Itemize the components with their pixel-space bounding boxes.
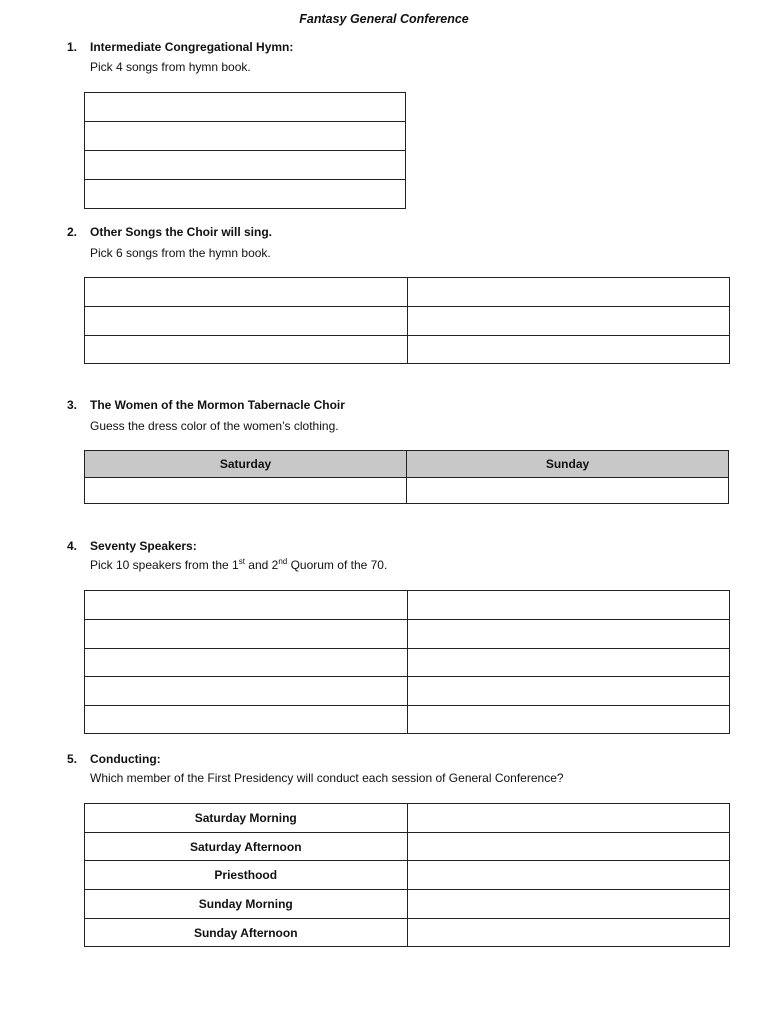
session-label: Saturday Afternoon [85, 833, 408, 861]
question-4-instruction: Pick 10 speakers from the 1st and 2nd Quorum of the 70. [90, 557, 388, 572]
answer-cell[interactable] [85, 180, 406, 209]
answer-cell[interactable] [407, 890, 730, 919]
answer-cell[interactable] [85, 151, 406, 180]
question-5-answer-table [84, 803, 730, 947]
answer-cell[interactable] [85, 620, 408, 649]
answer-cell[interactable] [85, 478, 407, 504]
session-label: Sunday Afternoon [85, 919, 408, 947]
answer-cell[interactable] [407, 649, 730, 677]
answer-cell[interactable] [407, 833, 730, 861]
question-4-number: 4. [67, 539, 78, 553]
question-3-answer-table [84, 450, 729, 504]
answer-cell[interactable] [407, 804, 730, 833]
question-1-instruction: Pick 4 songs from hymn book. [90, 60, 251, 74]
answer-cell[interactable] [85, 307, 408, 336]
answer-cell[interactable] [85, 93, 406, 122]
answer-cell[interactable] [407, 336, 730, 364]
answer-cell[interactable] [407, 861, 730, 890]
question-4-answer-table [84, 590, 730, 734]
document-title: Fantasy General Conference [299, 12, 469, 26]
question-1-number: 1. [67, 40, 78, 54]
question-3-number: 3. [67, 398, 78, 412]
column-header-saturday: Saturday [85, 451, 407, 478]
session-label: Sunday Morning [85, 890, 408, 919]
answer-cell[interactable] [85, 336, 408, 364]
answer-cell[interactable] [85, 706, 408, 734]
session-label: Saturday Morning [85, 804, 408, 833]
question-1-answer-table [84, 92, 406, 209]
answer-cell[interactable] [407, 706, 730, 734]
answer-cell[interactable] [407, 620, 730, 649]
session-label: Priesthood [85, 861, 408, 890]
question-2-answer-table [84, 277, 730, 364]
question-3-heading: The Women of the Mormon Tabernacle Choir [90, 398, 345, 412]
answer-cell[interactable] [85, 122, 406, 151]
column-header-sunday: Sunday [407, 451, 729, 478]
answer-cell[interactable] [407, 677, 730, 706]
question-5-instruction: Which member of the First Presidency will conduct each session of General Conference? [90, 771, 564, 785]
answer-cell[interactable] [407, 278, 730, 307]
question-2-number: 2. [67, 225, 78, 239]
question-4-heading: Seventy Speakers: [90, 539, 197, 553]
question-2-heading: Other Songs the Choir will sing. [90, 225, 273, 239]
question-5-heading: Conducting: [90, 752, 161, 766]
question-2-instruction: Pick 6 songs from the hymn book. [90, 246, 271, 260]
answer-cell[interactable] [407, 307, 730, 336]
answer-cell[interactable] [85, 591, 408, 620]
answer-cell[interactable] [407, 591, 730, 620]
answer-cell[interactable] [407, 478, 729, 504]
answer-cell[interactable] [85, 649, 408, 677]
question-1-heading: Intermediate Congregational Hymn: [90, 40, 294, 54]
question-3-instruction: Guess the dress color of the women’s clothing. [90, 419, 339, 433]
answer-cell[interactable] [407, 919, 730, 947]
question-5-number: 5. [67, 752, 78, 766]
answer-cell[interactable] [85, 677, 408, 706]
answer-cell[interactable] [85, 278, 408, 307]
